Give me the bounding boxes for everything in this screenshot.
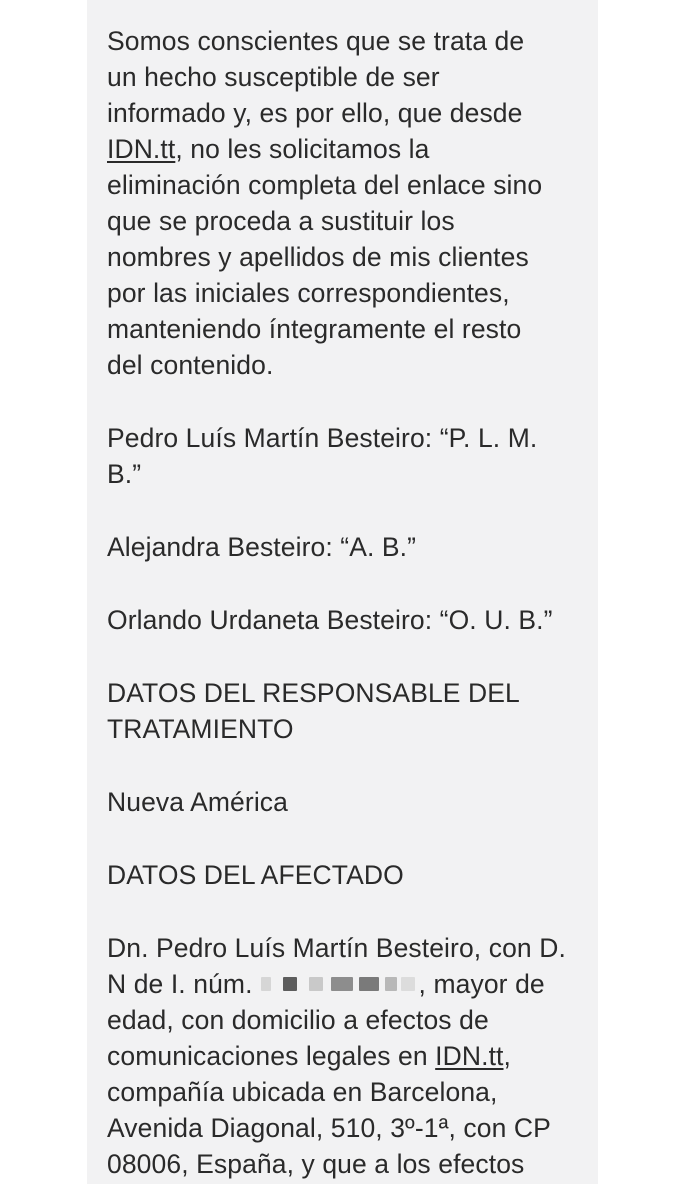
section-heading: DATOS DEL RESPONSABLE DEL — [107, 678, 520, 708]
idn-link[interactable]: IDN.tt — [435, 1041, 504, 1071]
text-line: por las iniciales correspondientes, — [107, 278, 510, 308]
text-line: edad, con domicilio a efectos de — [107, 1005, 489, 1035]
idn-link[interactable]: IDN.tt — [107, 134, 176, 164]
text-line: compañía ubicada en Barcelona, — [107, 1077, 498, 1107]
redacted-id-number — [261, 973, 419, 995]
text-line: manteniendo íntegramente el resto — [107, 314, 522, 344]
paragraph-gap — [107, 383, 595, 420]
text-fragment: , — [503, 1041, 511, 1071]
message-text — [107, 23, 595, 1182]
link-comma: , — [175, 134, 191, 164]
message-bubble — [87, 0, 598, 1184]
paragraph-gap — [107, 565, 595, 602]
section-heading: TRATAMIENTO — [107, 714, 294, 744]
text-line-with-redaction — [107, 966, 595, 1002]
paragraph-gap — [107, 638, 595, 675]
paragraph-gap — [107, 820, 595, 857]
text-line: nombres y apellidos de mis clientes — [107, 242, 529, 272]
redaction-comma: , — [418, 969, 434, 999]
paragraph-gap — [107, 893, 595, 930]
text-line: 08006, España, y que a los efectos — [107, 1149, 525, 1179]
initials-line: Alejandra Besteiro: “A. B.” — [107, 532, 417, 562]
text-line-with-link — [107, 131, 595, 167]
text-line: eliminación completa del enlace sino — [107, 170, 543, 200]
text-fragment: comunicaciones legales en — [107, 1041, 428, 1071]
responsable-name: Nueva América — [107, 787, 288, 817]
text-fragment: mayor de — [433, 969, 545, 999]
paragraph-gap — [107, 747, 595, 784]
initials-line: Orlando Urdaneta Besteiro: “O. U. B.” — [107, 605, 553, 635]
text-line: que se proceda a sustituir los — [107, 206, 455, 236]
text-line: Somos conscientes que se trata de — [107, 26, 525, 56]
text-line: Avenida Diagonal, 510, 3º-1ª, con CP — [107, 1113, 551, 1143]
paragraph-gap — [107, 492, 595, 529]
text-fragment: no les solicitamos la — [190, 134, 430, 164]
initials-line: Pedro Luís Martín Besteiro: “P. L. M. — [107, 423, 538, 453]
section-heading: DATOS DEL AFECTADO — [107, 860, 404, 890]
text-line: un hecho susceptible de ser — [107, 62, 440, 92]
text-line-with-link — [107, 1038, 595, 1074]
text-line: del contenido. — [107, 350, 274, 380]
text-line: Dn. Pedro Luís Martín Besteiro, con D. — [107, 933, 566, 963]
text-line: informado y, es por ello, que desde — [107, 98, 523, 128]
text-fragment: N de I. núm. — [107, 969, 253, 999]
initials-line: B.” — [107, 459, 142, 489]
